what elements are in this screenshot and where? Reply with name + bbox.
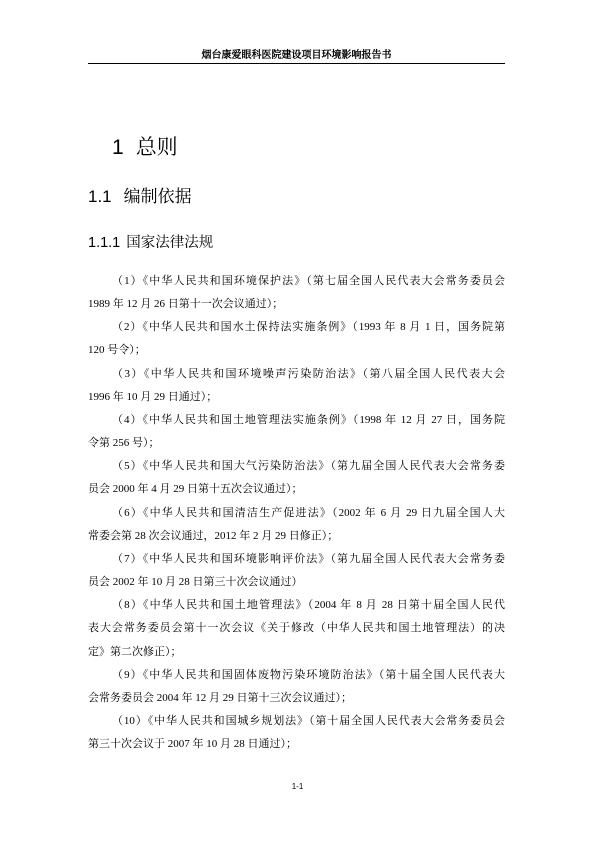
law-item-line: （4）《中华人民共和国土地管理法实施条例》（1998 年 12 月 27 日，国务院: [112, 413, 505, 426]
law-item: [88, 316, 505, 362]
law-item-line: （3）《中华人民共和国环境噪声污染防治法》（第八届全国人民代表大会: [112, 367, 505, 380]
chapter-number: 1: [112, 136, 124, 159]
chapter-title: 总则: [135, 136, 178, 159]
law-item-line: 120 号令）；: [88, 344, 146, 357]
law-item-line: （2）《中华人民共和国水土保持法实施条例》（1993 年 8 月 1 日，国务院第: [112, 321, 505, 334]
law-item-line: （7）《中华人民共和国环境影响评价法》（第九届全国人民代表大会常务委: [112, 552, 505, 565]
section-heading: [88, 185, 192, 209]
law-item: [88, 363, 505, 409]
law-item-line: 表大会常务委员会第十一次会议《关于修改（中华人民共和国土地管理法）的决: [88, 622, 505, 635]
header-rule: [88, 63, 505, 64]
law-item-line: 会常务委员会 2004 年 12 月 29 日第十三次会议通过）；: [88, 691, 352, 704]
law-item-line: （6）《中华人民共和国清洁生产促进法》（2002 年 6 月 29 日九届全国人大: [112, 506, 505, 519]
law-item-line: 令第 256 号）；: [88, 437, 160, 450]
law-item: [88, 664, 505, 710]
section-title: 编制依据: [123, 187, 192, 206]
law-item: [88, 409, 505, 455]
chapter-heading: [112, 134, 178, 162]
law-item-line: （10）《中华人民共和国城乡规划法》（第十届全国人民代表大会常务委员会: [112, 714, 505, 727]
law-item: [88, 455, 505, 501]
law-item-line: 1989 年 12 月 26 日第十一次会议通过）；: [88, 298, 284, 311]
law-item-line: 员会 2002 年 10 月 28 日第三十次会议通过）: [88, 576, 303, 589]
law-item-line: 第三十次会议于 2007 年 10 月 28 日通过）；: [88, 738, 297, 751]
running-header: 烟台康爱眼科医院建设项目环境影响报告书: [201, 50, 392, 61]
law-item: [88, 710, 505, 756]
law-item: [88, 594, 505, 663]
law-item-line: 定》第二次修正）；: [88, 645, 182, 658]
law-item-line: （8）《中华人民共和国土地管理法》（2004 年 8 月 28 日第十届全国人民代: [112, 599, 505, 612]
law-item: [88, 548, 505, 594]
law-item: [88, 270, 505, 316]
law-item-line: 员会 2000 年 4 月 29 日第十五次会议通过）；: [88, 483, 303, 496]
page-number: 1-1: [291, 782, 304, 791]
law-list: [88, 270, 505, 756]
law-item-line: （9）《中华人民共和国固体废物污染环境防治法》（第十届全国人民代表大: [112, 668, 505, 681]
law-item-line: （5）《中华人民共和国大气污染防治法》（第九届全国人民代表大会常务委: [112, 460, 505, 473]
law-item-line: 1996 年 10 月 29 日通过）；: [88, 390, 218, 403]
law-item: [88, 502, 505, 548]
section-number: 1.1: [88, 187, 112, 206]
subsection-heading: [88, 233, 213, 253]
subsection-number: 1.1.1: [88, 235, 121, 251]
subsection-title: 国家法律法规: [126, 235, 214, 251]
law-item-line: 常委会第 28 次会议通过，2012 年 2 月 29 日修正）；: [88, 529, 339, 542]
law-item-line: （1）《中华人民共和国环境保护法》（第七届全国人民代表大会常务委员会: [112, 275, 505, 287]
